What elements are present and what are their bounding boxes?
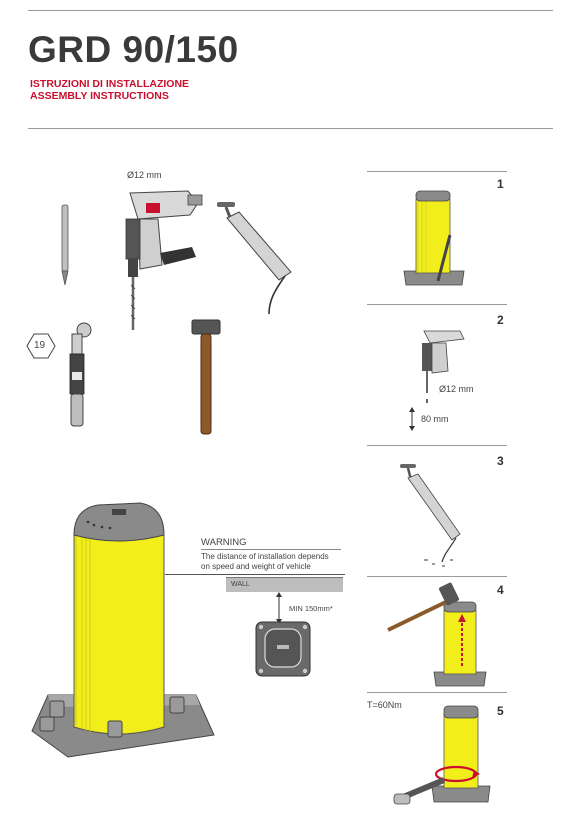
step-number-2: 2 <box>497 313 504 327</box>
step-number-3: 3 <box>497 454 504 468</box>
step-number-4: 4 <box>497 583 504 597</box>
warning-underline <box>201 549 341 550</box>
bollard-main-illustration <box>28 495 218 757</box>
drill-diameter-label: Ø12 mm <box>127 170 162 180</box>
step-divider-2 <box>367 304 507 305</box>
warning-text-line2: on speed and weight of vehicle <box>201 562 311 571</box>
wall-label: WALL <box>231 581 250 588</box>
step-divider-top <box>367 171 507 172</box>
step4-hammer-bollard-icon <box>386 580 496 690</box>
marker-pen-icon <box>58 205 72 285</box>
blower-pump-icon <box>215 200 295 315</box>
min-distance-label: MIN 150mm* <box>289 604 333 613</box>
step2-drill-icon <box>410 327 470 407</box>
step2-depth-label: 80 mm <box>421 414 449 424</box>
page-title: GRD 90/150 <box>28 29 239 70</box>
step-number-1: 1 <box>497 177 504 191</box>
subtitle-italian: ISTRUZIONI DI INSTALLAZIONE <box>30 78 190 90</box>
step5-torque-label: T=60Nm <box>367 700 402 710</box>
step-number-5: 5 <box>497 704 504 718</box>
step-divider-3 <box>367 445 507 446</box>
wrench-size-label: 19 <box>34 340 46 351</box>
step1-bollard-icon <box>402 185 466 289</box>
top-rule <box>28 10 553 11</box>
base-plate-top-view <box>255 621 311 677</box>
hammer-icon <box>188 318 228 438</box>
step2-diameter-label: Ø12 mm <box>439 384 474 394</box>
step5-torque-wrench-icon <box>392 702 496 810</box>
warning-heading: WARNING <box>201 537 247 548</box>
drill-icon <box>118 185 208 335</box>
step-divider-5 <box>367 692 507 693</box>
torque-wrench-icon <box>62 322 96 430</box>
min-distance-arrow <box>274 592 284 624</box>
header-rule <box>28 128 553 129</box>
step-divider-4 <box>367 576 507 577</box>
warning-leader-line <box>165 574 345 575</box>
subtitle-english: ASSEMBLY INSTRUCTIONS <box>30 90 169 102</box>
step3-pump-icon <box>398 462 468 567</box>
step2-depth-arrow <box>407 407 417 431</box>
warning-text-line1: The distance of installation depends <box>201 552 329 561</box>
